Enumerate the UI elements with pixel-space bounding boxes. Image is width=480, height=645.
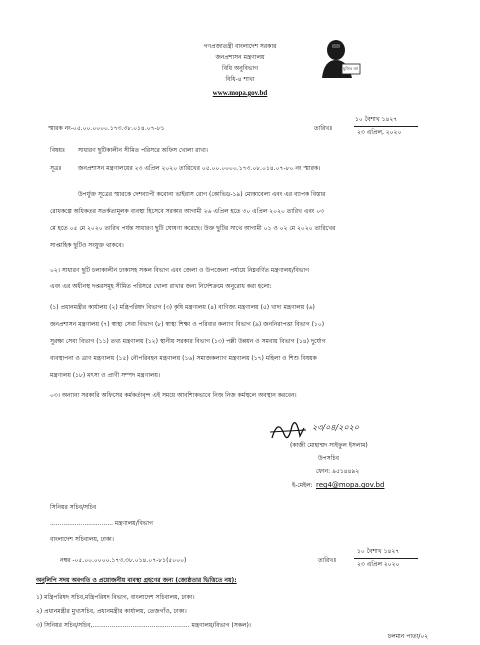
memo2-date-english: ২৩ এপ্রিল ২০২০ — [357, 561, 400, 568]
para1-line: সাপ্তাহিক ছুটিও সংযুক্ত থাকবে। — [50, 242, 124, 249]
ministry-list-line: মন্ত্রণালয় (১৮) মৎস্য ও প্রাণী সম্পদ মন্ত্রণালয়। — [50, 372, 161, 379]
ministry-list-line: ব্যবস্থাপনা ও ত্রাণ মন্ত্রণালয় (১৫) নৌপরিবহন মন্ত্রণালয় (১৬) সমাজকল্যাণ মন্ত্রণালয় (১৭) মহিলা ও শিশু বিষয়ক — [50, 355, 317, 362]
header-section: বিধি-৪ শাখা — [225, 76, 255, 83]
signatory-name: (কাজী মোহাম্মদ সাইফুল ইসলাম) — [290, 442, 368, 449]
memo2-number: নম্বর -০৫.০০.০০০০.১৭৩.৩৮.০১৪.০৭-৮১(৫০০০) — [60, 557, 187, 564]
ministry-list-line: সুরক্ষা সেবা বিভাগ (১১) তথ্য মন্ত্রণালয় (১২) স্থানীয় সরকার বিভাগ (১৩) পল্লী উন্নয়ন ও সমবায় বিভাগ (১৪) দুর্যোগ — [50, 338, 326, 345]
subject-text: সাধারণ ছুটিকালীন সীমিত পরিসরে অফিস খোলা রাখা। — [78, 147, 208, 154]
memo-number: স্মারক নং-০৫.০০.০০০০.১৭৩.৩৮.০১৪.০৭-৮১ — [48, 125, 165, 132]
header-ministry: জনপ্রশাসন মন্ত্রণালয় — [215, 54, 265, 61]
copy-item: ১) মন্ত্রিপরিষদ সচিব,মন্ত্রিপরিষদ বিভাগ, বাংলাদেশ সচিবালয়, ঢাকা। — [36, 594, 195, 601]
para4: ০৩। অন্যান্য সরকারি অফিসের কর্মকর্তাবৃন্দ এই সময়ে আবশ্যিকভাবে নিজ নিজ কর্মস্থলে অবস্থান করবেন। — [50, 392, 297, 399]
date2-divider — [354, 558, 418, 559]
mujib-logo — [314, 38, 362, 78]
signature-date: ২৩/০৪/২০২০ — [312, 423, 359, 432]
signatory-phone: ফোন: ৯৫১৪৪৯২ — [316, 468, 360, 475]
para1-line: রোধকল্পে অধিকতর সতর্কতামূলক ব্যবস্থা হিসেবে সরকার আগামী ২৬ এপ্রিল হতে ৩০ এপ্রিল ২০২০ তারিখ এবং ০৩ — [50, 208, 325, 215]
email-label: ই-মেইল: — [292, 482, 313, 489]
handwritten-signature — [268, 414, 388, 444]
recipient-address: বাংলাদেশ সচিবালয়, ঢাকা। — [50, 536, 114, 543]
ministry-list-line: জনপ্রশাসন মন্ত্রণালয় (৭) স্বাস্থ্য সেবা বিভাগ (৮) স্বাস্থ্য শিক্ষা ও পরিবার কল্যাণ বিভাগ (৯) জননিরাপত্তা বিভাগ (১০) — [50, 321, 325, 328]
reference-text: জনপ্রশাসন মন্ত্রণালয়ের ২৩ এপ্রিল ২০২০ তারিখের ০৫.০০.০০০০.১৭৩.০৮.০১৪.০৭-৮০ নং স্মারক। — [78, 165, 321, 172]
para1-line: উপর্যুক্ত সূত্রের স্মারকে দেশব্যাপী করোনা ভাইরাস রোগ (কোভিড-১৯) মোকাবেলা এবং এর ব্যাপক বিস্তার — [78, 191, 326, 198]
next-page-note: চলমান পাতা/০২ — [388, 633, 429, 640]
date-divider — [354, 126, 418, 127]
subject-label: বিষয়ঃ — [50, 147, 66, 154]
para2-line: ০২। সাধারণ ছুটি চলাকালীন ঢাকাসহ সকল বিভাগ এবং জেলা ও উপজেলা পর্যায়ে নিম্নবর্ণিত মন্ত্রণালয়/বিভাগ — [50, 267, 310, 274]
header-website: www.mopa.gov.bd — [212, 89, 268, 97]
logo-text: মুজিব বর্ষ — [343, 66, 358, 71]
copy-item: ৩) সিনিয়র সচিব/সচিব,................................................... মন্ত্রণালয়/বিভাগ (সকল)। — [36, 622, 251, 629]
header-govt: গণপ্রজাতন্ত্রী বাংলাদেশ সরকার — [203, 43, 277, 50]
signatory-designation: উপসচিব — [318, 455, 340, 462]
copy-item: ২) প্রধানমন্ত্রীর মুখ্যসচিব, প্রধানমন্ত্রীর কার্যালয়, তেজগাঁও, ঢাকা। — [36, 608, 187, 615]
memo-date-label: তারিখঃ — [314, 125, 333, 132]
para2-line: এবং এর অধীনস্থ দপ্তরসমূহ সীমিত পরিসরে খোলা রাখার জন্য নির্দেশক্রমে অনুরোধ করা হলো: — [50, 283, 272, 290]
header-division: বিধি অনুবিভাগ — [221, 65, 259, 72]
recipient-ministry: ................................. মন্ত্রণালয়/বিভাগ — [50, 520, 153, 527]
copy-heading: অনুলিপি সদয় অবগতি ও প্রয়োজনীয় ব্যবস্থা গ্রহণের জন্য (জ্যেষ্ঠতার ভিত্তিতে নয়): — [36, 577, 237, 584]
memo-date-english: ২৩ এপ্রিল, ২০২০ — [357, 129, 402, 136]
ministry-list-line: (১) প্রধানমন্ত্রীর কার্যালয় (২) মন্ত্রিপরিষদ বিভাগ (৩) কৃষি মন্ত্রণালয় (৪) বাণিজ্য মন্ত্রণালয় (৫) খাদ্য মন্ত্রণালয় (৬) — [50, 304, 315, 311]
memo2-date-label: তারিখঃ — [318, 557, 337, 564]
memo2-date-bangla: ১০ বৈশাখ ১৪২৭ — [357, 548, 400, 555]
para1-line: মে হতে ০৫ মে ২০২০ তারিখ পর্যন্ত সাধারণ ছুটি ঘোষণা করেছে। উক্ত ছুটির সাথে আগামী ০১ ও ০২ মে ২০২০ তারিখের — [50, 225, 336, 232]
recipient-title: সিনিয়র সচিব/সচিব — [50, 504, 97, 511]
reference-label: সূত্রঃ — [50, 165, 62, 172]
memo-date-bangla: ১০ বৈশাখ ১৪২৭ — [355, 116, 398, 123]
email-link[interactable]: reg4@mopa.gov.bd — [316, 481, 385, 489]
